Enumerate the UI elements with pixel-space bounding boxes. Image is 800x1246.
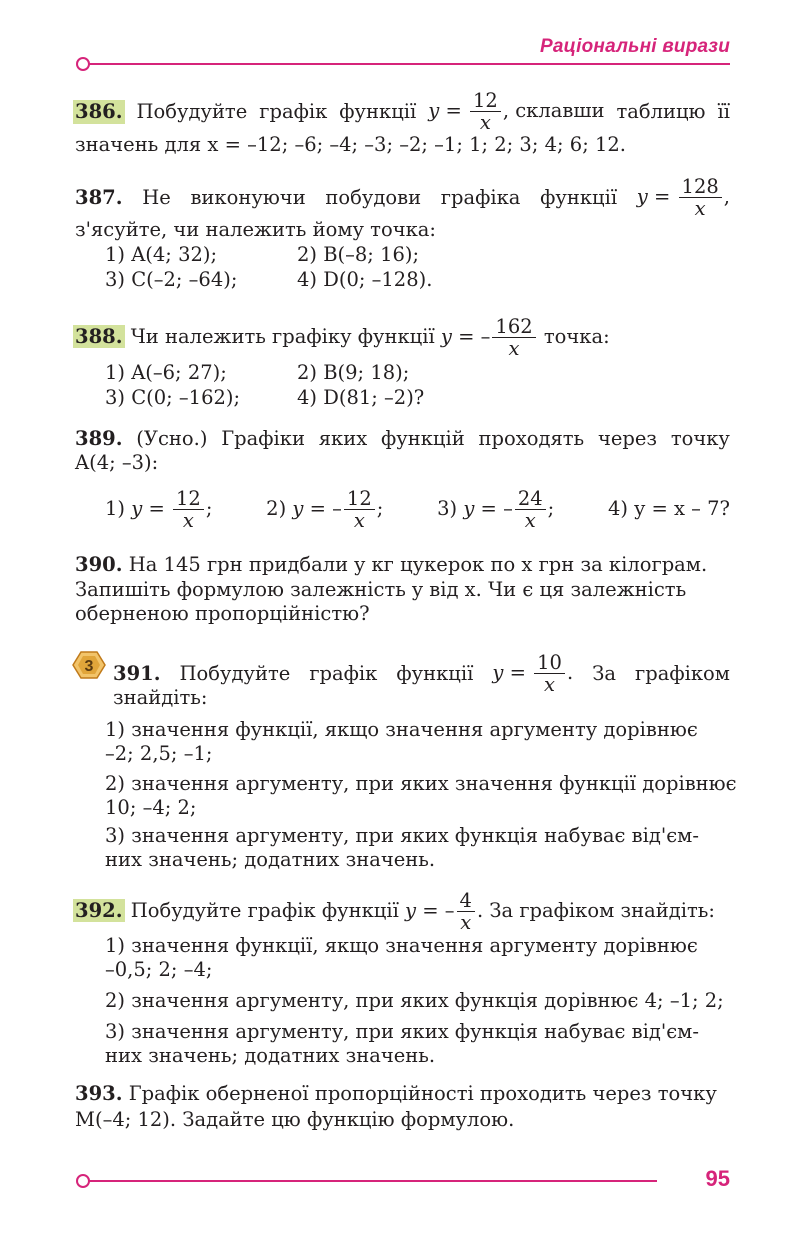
exercise-386-line1: 386. Побудуйте графік функції y = $\frac{12}{x}$ , склавши таблицю її xyxy=(75,89,730,134)
exercise-389-option3: 3) y = – $\frac{24}{x}$ ; xyxy=(437,486,555,532)
exercise-392-item1a: 1) значення функції, якщо значення аргументу дорівнює xyxy=(105,934,698,957)
svg-text:3: 3 xyxy=(84,658,94,675)
exercise-387-line2: з'ясуйте, чи належить йому точка: xyxy=(75,218,436,241)
exercise-389-line1: 389. (Усно.) Графіки яких функцій проходять через точку xyxy=(75,427,730,450)
exercise-388-number: 388. xyxy=(75,325,123,348)
exercise-386-line2: значень для x = –12; –6; –4; –3; –2; –1; 1; 2; 3; 4; 6; 12. xyxy=(75,133,626,156)
footer-rule xyxy=(82,1180,657,1182)
exercise-390-line3: оберненою пропорційністю? xyxy=(75,602,370,625)
exercise-391-item3a: 3) значення аргументу, при яких функція набуває від'єм- xyxy=(105,824,699,847)
exercise-393-line1: 393. Графік оберненої пропорційності проходить через точку xyxy=(75,1082,717,1105)
page-number: 95 xyxy=(705,1166,730,1191)
exercise-391-item1b: –2; 2,5; –1; xyxy=(105,742,213,765)
exercise-392-number: 392. xyxy=(75,899,123,922)
exercise-391-line1: 391. Побудуйте графік функції y = $\frac{10}{x}$ . За графіком xyxy=(113,651,730,696)
exercise-388-line1: 388. Чи належить графіку функції y = – $\frac{162}{x}$ точка: xyxy=(75,315,610,360)
exercise-390-number: 390. xyxy=(75,553,123,576)
exercise-389-option2: 2) y = – $\frac{12}{x}$ ; xyxy=(266,486,384,532)
exercise-388-options-row2: 3) C(0; –162); 4) D(81; –2)? xyxy=(105,386,425,409)
exercise-391-formula: y = $\frac{10}{x}$ . xyxy=(492,651,574,696)
exercise-392-item3a: 3) значення аргументу, при яких функція набуває від'єм- xyxy=(105,1020,699,1043)
exercise-387-formula: y = $\frac{128}{x}$ , xyxy=(636,175,730,220)
exercise-390-line2: Запишіть формулою залежність y від x. Чи є ця залежність xyxy=(75,578,687,601)
exercise-392-item1b: –0,5; 2; –4; xyxy=(105,958,213,981)
running-header-title: Раціональні вирази xyxy=(540,36,730,57)
exercise-391-item3b: них значень; додатних значень. xyxy=(105,848,436,871)
exercise-389-option4: 4) y = x – 7? xyxy=(608,497,730,520)
exercise-387-line1: 387. Не виконуючи побудови графіка функції y = $\frac{128}{x}$ , xyxy=(75,175,730,220)
header-rule xyxy=(82,63,730,65)
exercise-389-options xyxy=(105,486,730,532)
exercise-392-line1: 392. Побудуйте графік функції y = – $\frac{4}{x}$ . За графіком знайдіть: xyxy=(75,889,715,934)
level-3-badge-icon xyxy=(72,650,106,680)
exercise-391-item2b: 10; –4; 2; xyxy=(105,796,197,819)
footer-rule-circle xyxy=(76,1174,90,1188)
exercise-387-options-row2: 3) C(–2; –64); 4) D(0; –128). xyxy=(105,268,433,291)
exercise-387-number: 387. xyxy=(75,185,123,209)
exercise-390-line1: 390. На 145 грн придбали y кг цукерок по x грн за кілограм. xyxy=(75,553,708,576)
header-rule-circle xyxy=(76,57,90,71)
exercise-391-number: 391. xyxy=(113,661,161,685)
exercise-391-line2: знайдіть: xyxy=(113,686,208,709)
exercise-391-item1a: 1) значення функції, якщо значення аргументу дорівнює xyxy=(105,718,698,741)
exercise-389-line2: A(4; –3): xyxy=(75,451,159,474)
exercise-393-number: 393. xyxy=(75,1082,123,1105)
exercise-392-item3b: них значень; додатних значень. xyxy=(105,1044,436,1067)
exercise-391-item2a: 2) значення аргументу, при яких значення функції дорівнює xyxy=(105,772,737,795)
exercise-389-option1: 1) y = $\frac{12}{x}$ ; xyxy=(105,486,213,532)
exercise-387-options-row1: 1) A(4; 32); 2) B(–8; 16); xyxy=(105,243,420,266)
exercise-386-number: 386. xyxy=(75,99,123,123)
exercise-393-line2: M(–4; 12). Задайте цю функцію формулою. xyxy=(75,1108,515,1131)
exercise-388-options-row1: 1) A(–6; 27); 2) B(9; 18); xyxy=(105,361,410,384)
exercise-392-item2: 2) значення аргументу, при яких функція дорівнює 4; –1; 2; xyxy=(105,989,724,1012)
exercise-389-number: 389. xyxy=(75,427,123,450)
exercise-386-formula: y = $\frac{12}{x}$ , склавши xyxy=(428,89,605,134)
